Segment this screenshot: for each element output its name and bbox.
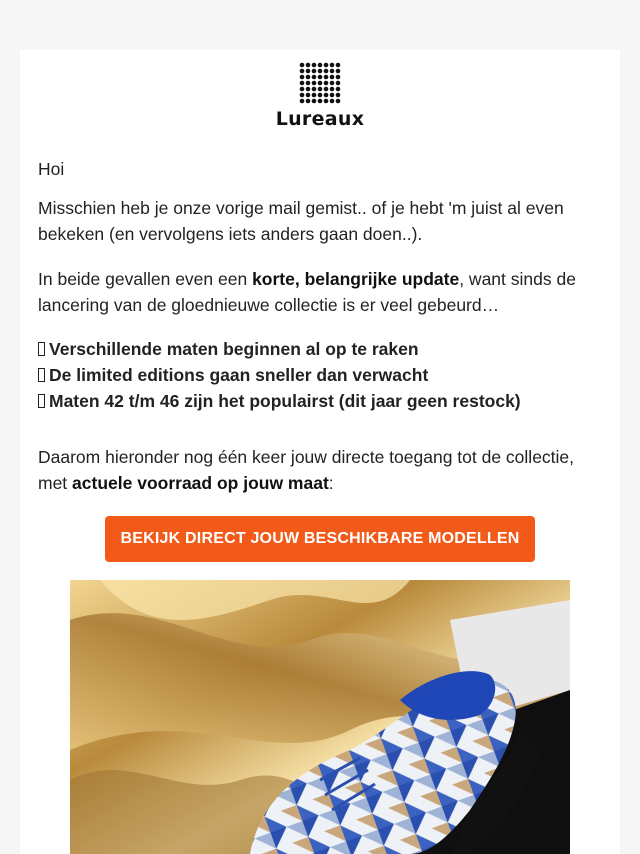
logo-dot <box>306 87 311 92</box>
logo-dot <box>336 87 341 92</box>
logo-dot <box>324 87 329 92</box>
logo-dot <box>312 75 317 80</box>
logo-dot <box>324 93 329 98</box>
logo-dot <box>312 69 317 74</box>
email-card <box>20 50 620 854</box>
logo-dot <box>336 99 341 104</box>
logo-dot <box>312 93 317 98</box>
logo-dot <box>300 81 305 86</box>
access-text-start: Daarom hieronder nog één keer jouw directe toegang tot de collectie, met <box>38 447 575 493</box>
logo-dot <box>318 87 323 92</box>
logo-dot <box>324 75 329 80</box>
logo-dot <box>318 69 323 74</box>
logo-dot <box>318 99 323 104</box>
view-models-button[interactable]: BEKIJK DIRECT JOUW BESCHIKBARE MODELLEN <box>105 516 536 562</box>
logo-dot <box>306 69 311 74</box>
logo-dot <box>324 63 329 68</box>
logo-dot <box>336 75 341 80</box>
logo-dot <box>300 99 305 104</box>
dot-grid-logo-icon <box>299 62 341 104</box>
logo-dot <box>336 63 341 68</box>
logo-dot <box>336 81 341 86</box>
logo-dot <box>318 75 323 80</box>
logo-dot <box>306 75 311 80</box>
logo-dot <box>300 93 305 98</box>
greeting: Hoi <box>38 159 65 179</box>
logo-dot <box>306 99 311 104</box>
access-paragraph <box>38 444 604 496</box>
logo-dot <box>330 87 335 92</box>
logo-dot <box>324 81 329 86</box>
missing-glyph-icon <box>38 368 45 382</box>
logo-dot <box>336 93 341 98</box>
logo-dot <box>300 75 305 80</box>
bullet-text: Verschillende maten beginnen al op te raken <box>49 339 419 359</box>
logo-dot <box>330 63 335 68</box>
bullet-item <box>38 336 604 362</box>
logo-dot <box>312 81 317 86</box>
logo-dot <box>318 93 323 98</box>
logo-dot <box>312 87 317 92</box>
logo-dot <box>336 69 341 74</box>
access-text-bold: actuele voorraad op jouw maat <box>72 473 329 493</box>
logo-dot <box>306 93 311 98</box>
logo-dot <box>330 93 335 98</box>
logo-dot <box>324 69 329 74</box>
bullet-item <box>38 388 604 414</box>
brand-logo[interactable] <box>20 62 620 130</box>
intro-paragraph: Misschien heb je onze vorige mail gemist.. of je hebt 'm juist al even bekeken (en vervolgens iets anders gaan doen..). <box>38 198 564 244</box>
update-text-end: , want sinds de lancering van de gloednieuwe collectie is er veel gebeurd… <box>38 269 576 315</box>
logo-dot <box>330 81 335 86</box>
logo-dot <box>324 99 329 104</box>
update-paragraph <box>38 266 604 318</box>
brand-name: Lureaux <box>275 108 365 130</box>
bullet-list <box>38 336 604 414</box>
logo-dot <box>318 63 323 68</box>
logo-dot <box>306 63 311 68</box>
logo-dot <box>330 69 335 74</box>
hero-image[interactable] <box>70 580 570 854</box>
update-text-bold: korte, belangrijke update <box>252 269 460 289</box>
logo-dot <box>312 99 317 104</box>
bullet-item <box>38 362 604 388</box>
access-text-end: : <box>328 473 334 493</box>
bullet-text: De limited editions gaan sneller dan verwacht <box>49 365 429 385</box>
logo-dot <box>300 69 305 74</box>
logo-dot <box>306 81 311 86</box>
logo-dot <box>330 99 335 104</box>
missing-glyph-icon <box>38 394 45 408</box>
logo-dot <box>300 63 305 68</box>
logo-dot <box>330 75 335 80</box>
missing-glyph-icon <box>38 342 45 356</box>
logo-dot <box>312 63 317 68</box>
email-body <box>38 156 604 496</box>
logo-dot <box>318 81 323 86</box>
update-text-start: In beide gevallen even een <box>38 269 253 289</box>
cta-container <box>20 516 620 562</box>
shoe-on-gold-satin-image <box>70 580 570 854</box>
logo-dot <box>300 87 305 92</box>
bullet-text: Maten 42 t/m 46 zijn het populairst (dit jaar geen restock) <box>49 391 521 411</box>
